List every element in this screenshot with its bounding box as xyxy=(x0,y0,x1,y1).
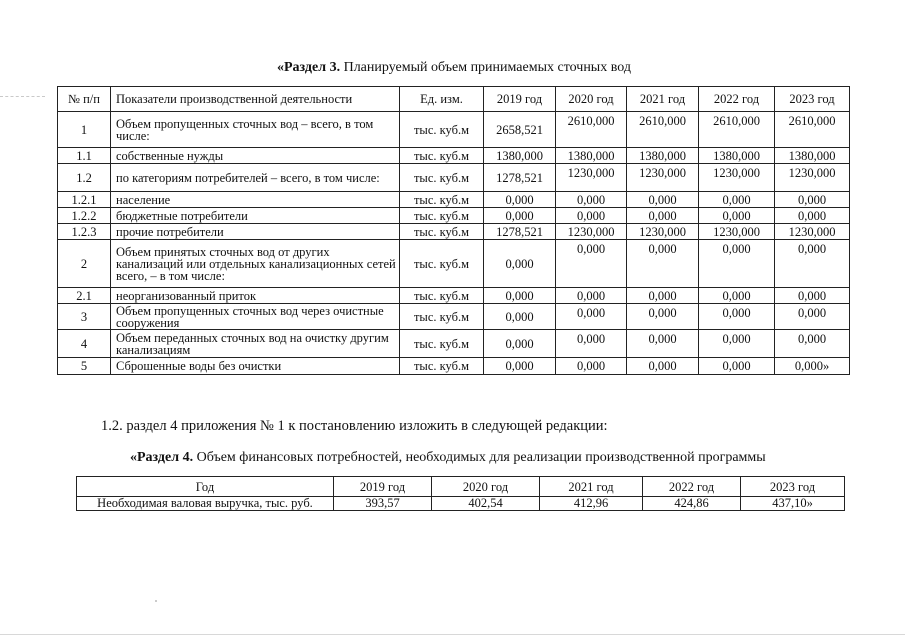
section3-title xyxy=(277,60,631,76)
row-indicator: по категориям потребителей – всего, в том числе: xyxy=(111,164,400,192)
section3-title-rest: Планируемый объем принимаемых сточных вод xyxy=(340,60,631,75)
section4-table xyxy=(76,476,845,511)
scan-artifact-line xyxy=(0,634,905,636)
table-cell: 1380,000 xyxy=(556,148,627,164)
table-row xyxy=(58,240,850,288)
table-cell: 0,000 xyxy=(699,208,775,224)
table-cell: 2610,000 xyxy=(556,112,627,148)
col-header: Показатели производственной деятельности xyxy=(111,87,400,112)
row-indicator: неорганизованный приток xyxy=(111,288,400,304)
row-number: 1.2 xyxy=(58,164,111,192)
scan-artifact-line xyxy=(0,96,45,98)
table-cell: 0,000 xyxy=(775,192,850,208)
table-cell: 1230,000 xyxy=(775,224,850,240)
col-header: 2020 год xyxy=(556,87,627,112)
table-cell: 2658,521 xyxy=(484,112,556,148)
row-unit: тыс. куб.м xyxy=(400,164,484,192)
table-cell: 0,000 xyxy=(627,192,699,208)
row-unit: тыс. куб.м xyxy=(400,288,484,304)
col-header: 2023 год xyxy=(775,87,850,112)
row-indicator: Объем принятых сточных вод от других канализаций или отдельных канализационных сетей всего, – в том числе: xyxy=(111,240,400,288)
table-cell: 1230,000 xyxy=(556,164,627,192)
table-cell: 0,000 xyxy=(699,288,775,304)
table-row xyxy=(58,358,850,375)
table-cell: 1230,000 xyxy=(699,224,775,240)
table-cell: 2610,000 xyxy=(775,112,850,148)
table-cell: 0,000 xyxy=(775,330,850,358)
row-number: 3 xyxy=(58,304,111,330)
table-cell: 0,000 xyxy=(627,288,699,304)
row-indicator: бюджетные потребители xyxy=(111,208,400,224)
col-header: 2021 год xyxy=(540,477,643,497)
table-row xyxy=(58,164,850,192)
table-cell: 0,000 xyxy=(699,330,775,358)
table-cell: 412,96 xyxy=(540,497,643,511)
table-row xyxy=(58,112,850,148)
col-header: Ед. изм. xyxy=(400,87,484,112)
table-header-row xyxy=(58,87,850,112)
table-cell: 0,000 xyxy=(484,288,556,304)
table-cell: 0,000 xyxy=(627,304,699,330)
col-header: Год xyxy=(77,477,334,497)
row-indicator: Сброшенные воды без очистки xyxy=(111,358,400,375)
table-cell: 1230,000 xyxy=(627,164,699,192)
row-unit: тыс. куб.м xyxy=(400,358,484,375)
table-cell: 1380,000 xyxy=(484,148,556,164)
row-unit: тыс. куб.м xyxy=(400,112,484,148)
table-row xyxy=(58,224,850,240)
table-cell: 402,54 xyxy=(432,497,540,511)
table-cell: 0,000 xyxy=(699,358,775,375)
table-cell: 0,000 xyxy=(556,240,627,288)
table-cell: 424,86 xyxy=(643,497,741,511)
col-header: 2022 год xyxy=(643,477,741,497)
table-cell: 0,000 xyxy=(556,288,627,304)
table-cell: 0,000 xyxy=(556,192,627,208)
row-indicator: население xyxy=(111,192,400,208)
table-cell: 0,000 xyxy=(627,240,699,288)
row-number: 1.2.1 xyxy=(58,192,111,208)
col-header: 2023 год xyxy=(741,477,845,497)
table-row xyxy=(58,304,850,330)
table-row xyxy=(77,497,845,511)
table-cell: 0,000 xyxy=(484,330,556,358)
row-indicator: прочие потребители xyxy=(111,224,400,240)
table-cell: 1278,521 xyxy=(484,164,556,192)
table-row xyxy=(58,288,850,304)
table-cell: 1380,000 xyxy=(627,148,699,164)
table-row xyxy=(58,330,850,358)
table-cell: 0,000 xyxy=(627,358,699,375)
table-cell: 0,000 xyxy=(699,304,775,330)
table-cell: 0,000 xyxy=(699,192,775,208)
table-cell: 0,000 xyxy=(775,208,850,224)
amendment-paragraph: 1.2. раздел 4 приложения № 1 к постановлению изложить в следующей редакции: xyxy=(101,418,608,434)
col-header: 2020 год xyxy=(432,477,540,497)
row-number: 4 xyxy=(58,330,111,358)
table-cell: 0,000 xyxy=(484,240,556,288)
row-indicator: собственные нужды xyxy=(111,148,400,164)
row-unit: тыс. куб.м xyxy=(400,224,484,240)
col-header: 2021 год xyxy=(627,87,699,112)
row-number: 1.1 xyxy=(58,148,111,164)
section4-title-bold: «Раздел 4. xyxy=(130,450,194,465)
table-header-row xyxy=(77,477,845,497)
row-indicator: Объем пропущенных сточных вод через очистные сооружения xyxy=(111,304,400,330)
row-unit: тыс. куб.м xyxy=(400,192,484,208)
table-cell: 437,10» xyxy=(741,497,845,511)
table-cell: 0,000 xyxy=(484,208,556,224)
table-cell: 0,000 xyxy=(775,288,850,304)
row-unit: тыс. куб.м xyxy=(400,240,484,288)
col-header: 2022 год xyxy=(699,87,775,112)
row-unit: тыс. куб.м xyxy=(400,148,484,164)
row-number: 2.1 xyxy=(58,288,111,304)
section3-title-bold: «Раздел 3. xyxy=(277,60,341,75)
table-cell: 1278,521 xyxy=(484,224,556,240)
table-cell: 0,000 xyxy=(556,304,627,330)
table-cell: 0,000 xyxy=(484,358,556,375)
row-number: 1 xyxy=(58,112,111,148)
table-cell: 393,57 xyxy=(334,497,432,511)
table-cell: 1380,000 xyxy=(775,148,850,164)
table-cell: 1380,000 xyxy=(699,148,775,164)
row-unit: тыс. куб.м xyxy=(400,208,484,224)
row-indicator: Объем переданных сточных вод на очистку другим канализациям xyxy=(111,330,400,358)
section4-title-rest: Объем финансовых потребностей, необходимых для реализации производственной программы xyxy=(193,450,766,465)
table-cell: 0,000 xyxy=(627,330,699,358)
section4-title xyxy=(130,450,766,466)
table-cell: 0,000 xyxy=(484,192,556,208)
scan-speck xyxy=(155,600,157,602)
table-cell: 0,000 xyxy=(775,304,850,330)
row-number: 1.2.3 xyxy=(58,224,111,240)
table-cell: 0,000 xyxy=(484,304,556,330)
table-cell: 1230,000 xyxy=(556,224,627,240)
section3-table xyxy=(57,86,850,375)
table-cell: 2610,000 xyxy=(699,112,775,148)
table-cell: 0,000 xyxy=(556,358,627,375)
row-label: Необходимая валовая выручка, тыс. руб. xyxy=(77,497,334,511)
table-row xyxy=(58,208,850,224)
table-cell: 1230,000 xyxy=(775,164,850,192)
row-unit: тыс. куб.м xyxy=(400,330,484,358)
table-cell: 1230,000 xyxy=(699,164,775,192)
table-cell: 0,000 xyxy=(775,240,850,288)
row-unit: тыс. куб.м xyxy=(400,304,484,330)
col-header: 2019 год xyxy=(484,87,556,112)
row-number: 2 xyxy=(58,240,111,288)
table-cell: 0,000 xyxy=(556,208,627,224)
table-cell: 2610,000 xyxy=(627,112,699,148)
table-cell: 0,000 xyxy=(627,208,699,224)
row-indicator: Объем пропущенных сточных вод – всего, в том числе: xyxy=(111,112,400,148)
table-cell: 0,000» xyxy=(775,358,850,375)
col-header: № п/п xyxy=(58,87,111,112)
row-number: 1.2.2 xyxy=(58,208,111,224)
table-cell: 1230,000 xyxy=(627,224,699,240)
table-row xyxy=(58,148,850,164)
table-cell: 0,000 xyxy=(556,330,627,358)
table-cell: 0,000 xyxy=(699,240,775,288)
row-number: 5 xyxy=(58,358,111,375)
table-row xyxy=(58,192,850,208)
col-header: 2019 год xyxy=(334,477,432,497)
